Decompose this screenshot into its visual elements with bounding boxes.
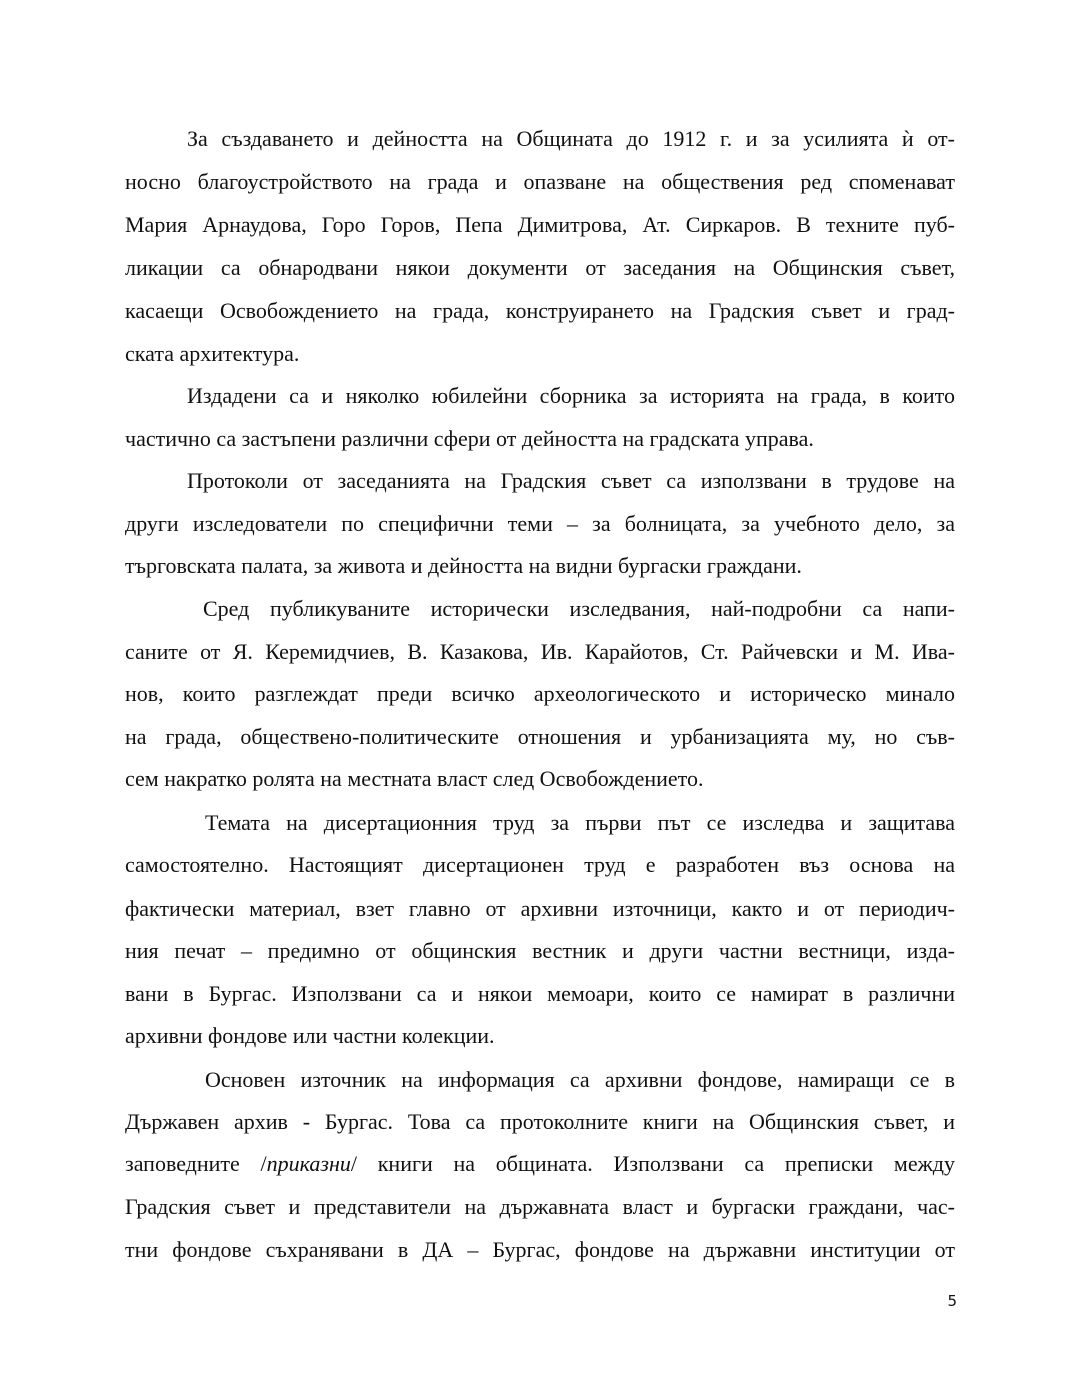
paragraph-6-line-3-before: заповедните / bbox=[125, 1151, 267, 1176]
paragraph-1-line-4: ликации са обнародвани някои документи от заседания на Общинския съвет, bbox=[125, 255, 955, 280]
paragraph-4-line-4: на града, обществено-политическите отношения и урбанизацията му, но съв- bbox=[125, 724, 955, 749]
page-number: 5 bbox=[947, 1292, 957, 1310]
paragraph-2-line-1: Издадени са и няколко юбилейни сборника за историята на града, в които bbox=[187, 383, 955, 408]
paragraph-6-line-1: Основен източник на информация са архивни фондове, намиращи се в bbox=[205, 1067, 955, 1092]
paragraph-3-line-2: други изследователи по специфични теми – за болницата, за учебното дело, за bbox=[125, 511, 955, 536]
paragraph-3-line-1: Протоколи от заседанията на Градския съвет са използвани в трудове на bbox=[187, 468, 955, 493]
paragraph-5-line-2: самостоятелно. Настоящият дисертационен труд е разработен въз основа на bbox=[125, 852, 955, 877]
paragraph-6-line-3 bbox=[125, 1149, 955, 1179]
paragraph-5-line-3: фактически материал, взет главно от архивни източници, както и от периодич- bbox=[125, 896, 955, 921]
paragraph-6-line-3-italic-word: приказни bbox=[266, 1151, 351, 1176]
paragraph-4-line-2: саните от Я. Керемидчиев, В. Казакова, Ив. Карайотов, Ст. Райчевски и М. Ива- bbox=[125, 639, 955, 664]
paragraph-2-line-2: частично са застъпени различни сфери от дейността на градската управа. bbox=[125, 426, 814, 451]
paragraph-1-line-3: Мария Арнаудова, Горо Горов, Пепа Димитрова, Ат. Сиркаров. В техните пуб- bbox=[125, 212, 955, 237]
paragraph-4-line-5: сем накратко ролята на местната власт след Освобождението. bbox=[125, 766, 704, 791]
paragraph-6-line-3-after: / книги на общината. Използвани са преписки между bbox=[350, 1151, 955, 1176]
paragraph-5-line-1: Темата на дисертационния труд за първи път се изследва и защитава bbox=[205, 810, 955, 835]
paragraph-4-line-3: нов, които разглеждат преди всичко археологическото и историческо минало bbox=[125, 681, 955, 706]
paragraph-5-line-5: вани в Бургас. Използвани са и някои мемоари, които се намират в различни bbox=[125, 981, 955, 1006]
paragraph-6-line-4: Градския съвет и представители на държавната власт и бургаски граждани, час- bbox=[125, 1194, 955, 1219]
paragraph-6-line-5: тни фондове съхранявани в ДА – Бургас, фондове на държавни институции от bbox=[125, 1237, 955, 1262]
paragraph-1-line-2: носно благоустройството на града и опазване на обществения ред споменават bbox=[125, 169, 955, 194]
paragraph-6-line-2: Държавен архив - Бургас. Това са протоколните книги на Общинския съвет, и bbox=[125, 1109, 955, 1134]
paragraph-1-line-5: касаещи Освобождението на града, конструирането на Градския съвет и град- bbox=[125, 298, 955, 323]
paragraph-3-line-3: търговската палата, за живота и дейността на видни бургаски граждани. bbox=[125, 553, 802, 578]
paragraph-4-line-1: Сред публикуваните исторически изследвания, най-подробни са напи- bbox=[203, 596, 955, 621]
paragraph-5-line-6: архивни фондове или частни колекции. bbox=[125, 1023, 495, 1048]
paragraph-5-line-4: ния печат – предимно от общинския вестник и други частни вестници, изда- bbox=[125, 938, 955, 963]
paragraph-1-line-6: ската архитектура. bbox=[125, 341, 300, 366]
paragraph-1-line-1: За създаването и дейността на Общината до 1912 г. и за усилията ѝ от- bbox=[187, 126, 955, 151]
